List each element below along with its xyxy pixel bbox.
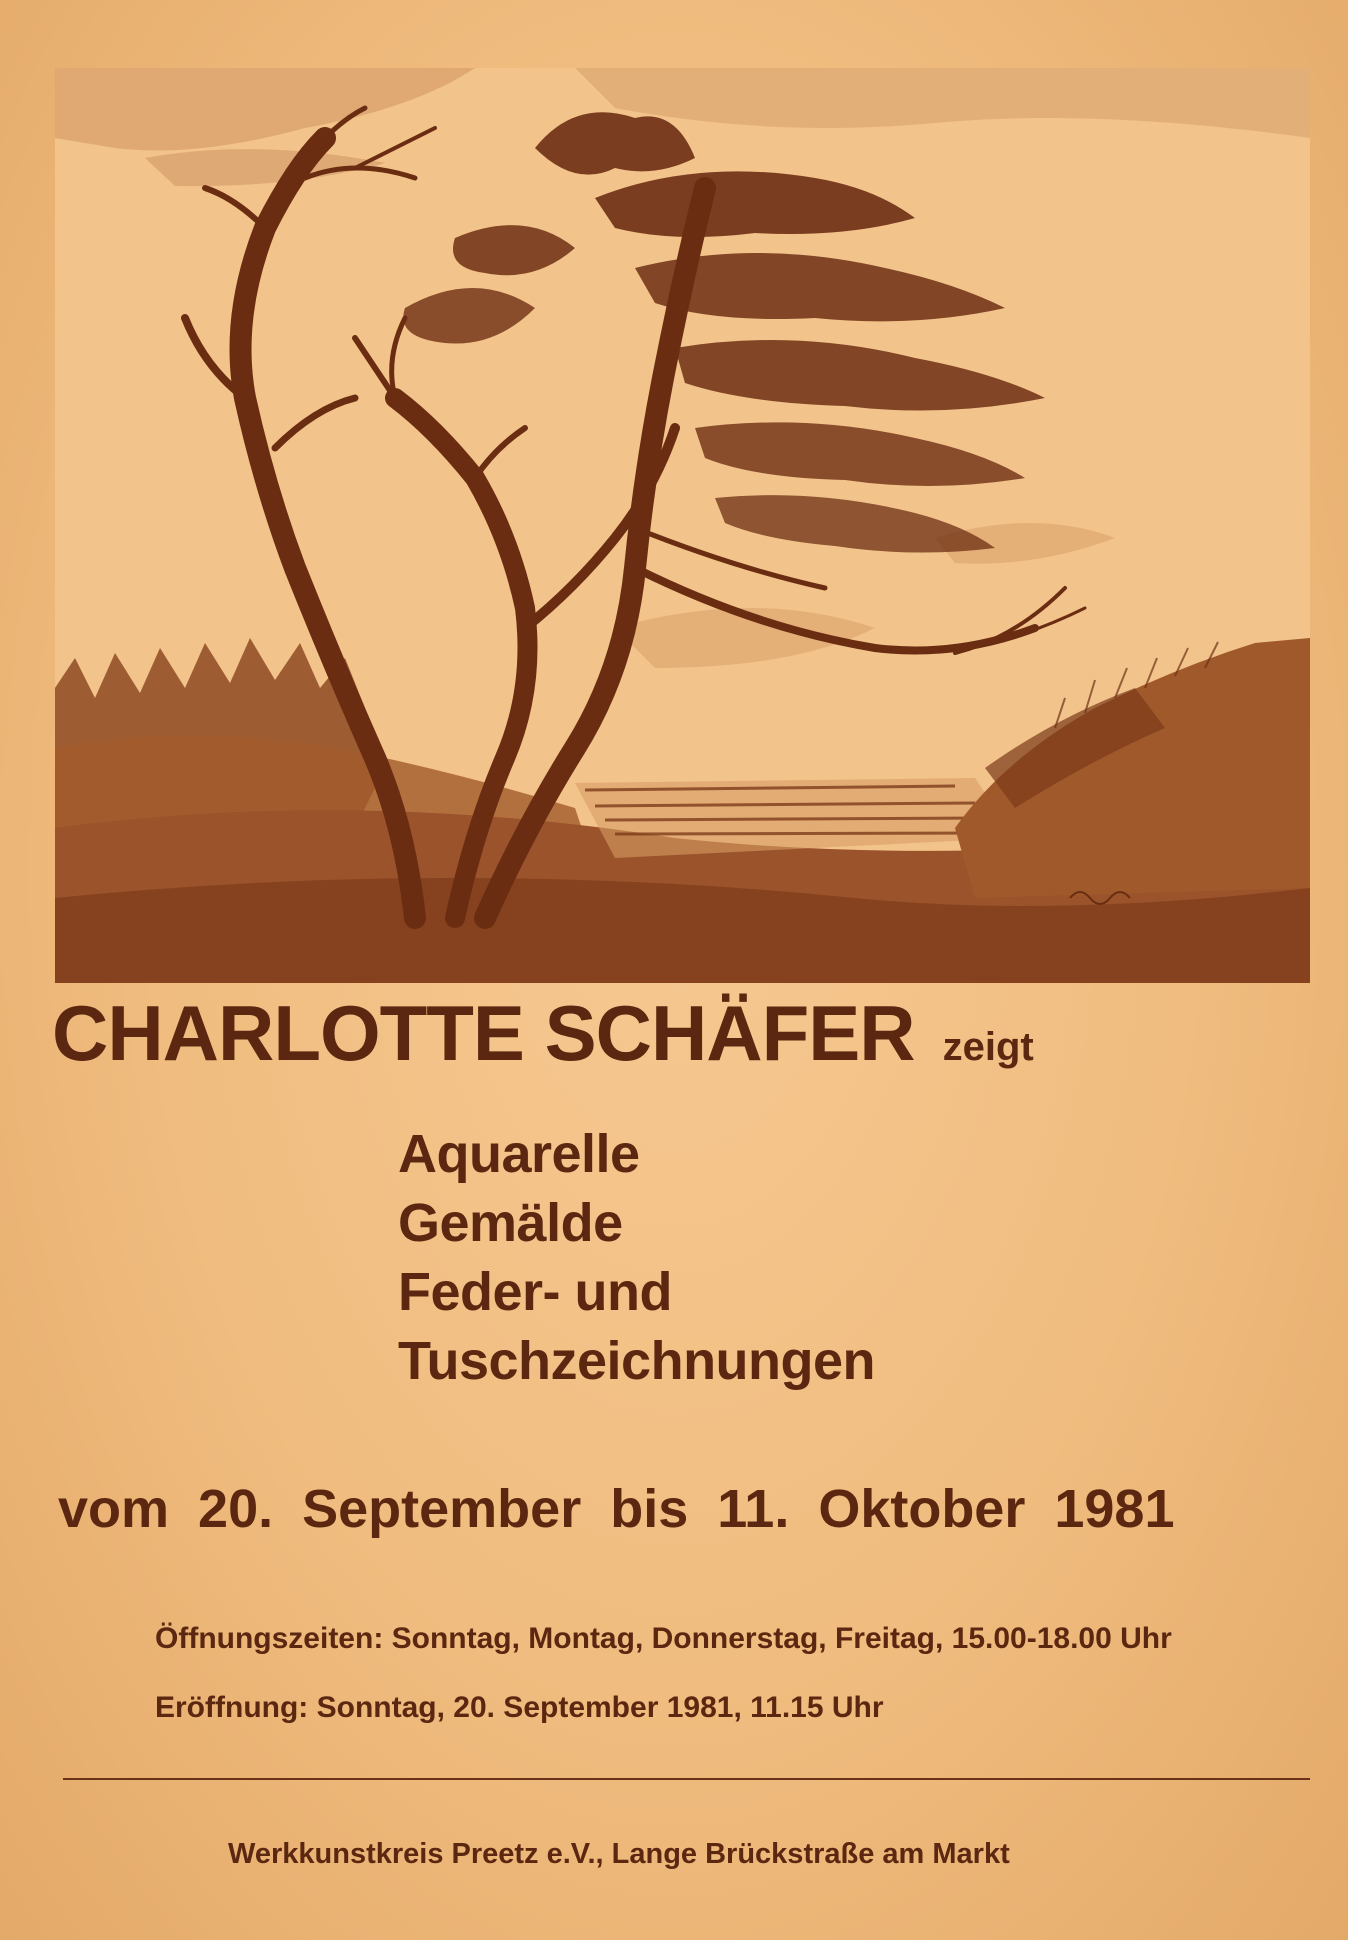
exhibition-dates: vom 20. September bis 11. Oktober 1981 bbox=[58, 1479, 1175, 1539]
artist-heading bbox=[52, 988, 1252, 1079]
divider bbox=[63, 1778, 1310, 1780]
works-item: Tuschzeichnungen bbox=[398, 1331, 876, 1391]
opening-hours: Öffnungszeiten: Sonntag, Montag, Donnerstag, Freitag, 15.00-18.00 Uhr bbox=[155, 1622, 1172, 1655]
tree-landscape-illustration bbox=[55, 68, 1310, 983]
artist-verb: zeigt bbox=[942, 1025, 1034, 1069]
works-item: Gemälde bbox=[398, 1193, 623, 1253]
works-item: Aquarelle bbox=[398, 1124, 640, 1184]
artist-name: CHARLOTTE SCHÄFER bbox=[52, 989, 915, 1077]
works-list bbox=[398, 1120, 1098, 1396]
opening-event: Eröffnung: Sonntag, 20. September 1981, 11.15 Uhr bbox=[155, 1691, 884, 1724]
organizer-address: Werkkunstkreis Preetz e.V., Lange Brückstraße am Markt bbox=[228, 1838, 1010, 1870]
works-item: Feder- und bbox=[398, 1262, 672, 1322]
